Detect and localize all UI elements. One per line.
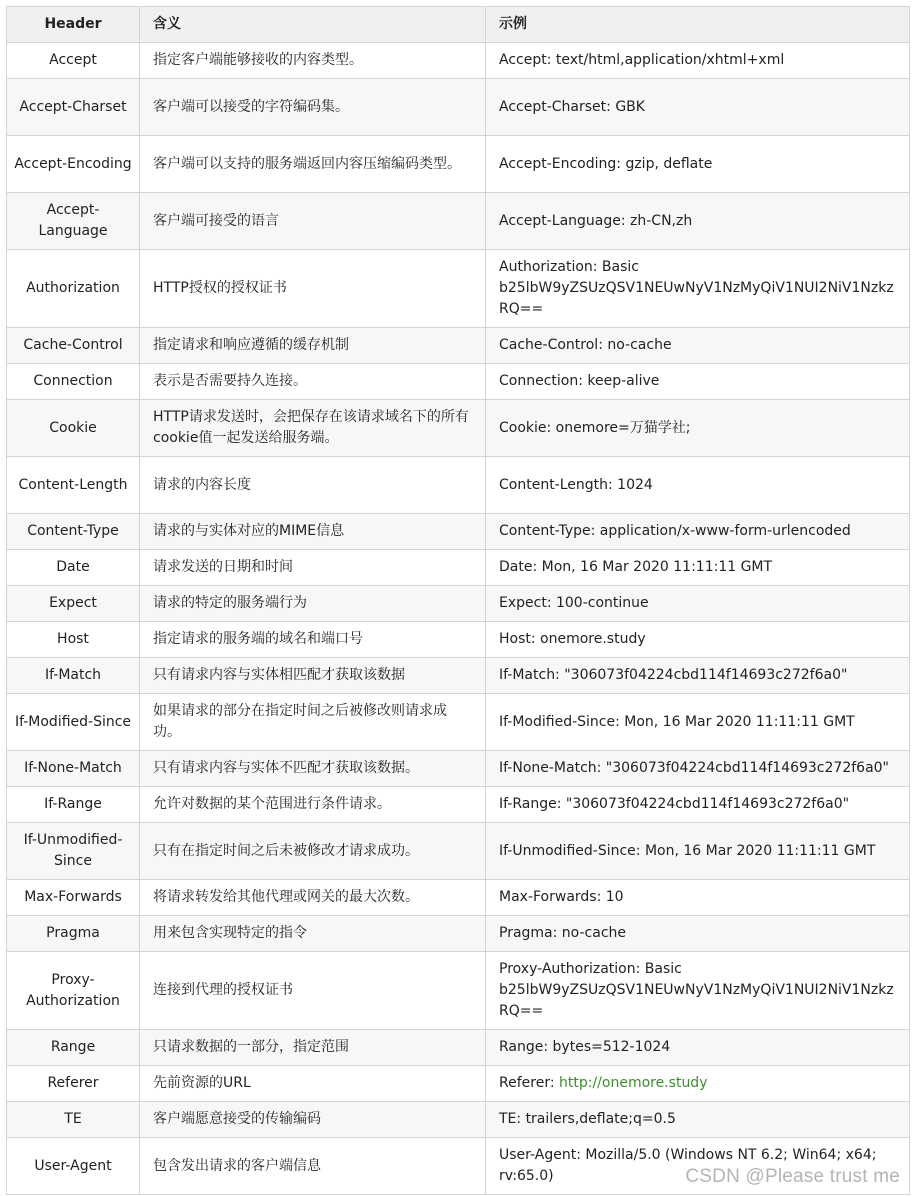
table-row	[7, 916, 910, 952]
table-row	[7, 79, 910, 136]
header-name-cell: Pragma	[7, 916, 140, 952]
header-name-cell: Accept	[7, 43, 140, 79]
header-meaning-cell: 如果请求的部分在指定时间之后被修改则请求成功。	[140, 694, 486, 751]
header-name-cell: If-Unmodified-Since	[7, 823, 140, 880]
header-meaning-cell: 只有在指定时间之后未被修改才请求成功。	[140, 823, 486, 880]
header-name-cell: User-Agent	[7, 1138, 140, 1195]
header-meaning-cell: 先前资源的URL	[140, 1066, 486, 1102]
table-row	[7, 586, 910, 622]
header-example-cell: Date: Mon, 16 Mar 2020 11:11:11 GMT	[486, 550, 910, 586]
header-name-cell: Content-Length	[7, 457, 140, 514]
header-meaning-cell: 只请求数据的一部分，指定范围	[140, 1030, 486, 1066]
header-example-cell: Proxy-Authorization: Basic b25lbW9yZSUzQSV1NEUwNyV1NzMyQiV1NUI2NiV1NzkzRQ==	[486, 952, 910, 1030]
table-row	[7, 1102, 910, 1138]
header-name-cell: Accept-Language	[7, 193, 140, 250]
header-example-cell: Authorization: Basic b25lbW9yZSUzQSV1NEUwNyV1NzMyQiV1NUI2NiV1NzkzRQ==	[486, 250, 910, 328]
header-example-cell: Cookie: onemore=万猫学社;	[486, 400, 910, 457]
header-meaning-cell: 用来包含实现特定的指令	[140, 916, 486, 952]
header-name-cell: Content-Type	[7, 514, 140, 550]
header-example-cell: Content-Type: application/x-www-form-urlencoded	[486, 514, 910, 550]
table-row	[7, 457, 910, 514]
table-row	[7, 400, 910, 457]
header-example-cell: If-Modified-Since: Mon, 16 Mar 2020 11:11:11 GMT	[486, 694, 910, 751]
column-header-meaning: 含义	[140, 7, 486, 43]
header-name-cell: Accept-Encoding	[7, 136, 140, 193]
table-row	[7, 364, 910, 400]
header-name-cell: If-None-Match	[7, 751, 140, 787]
header-example-cell: If-None-Match: "306073f04224cbd114f14693c272f6a0"	[486, 751, 910, 787]
header-meaning-cell: HTTP授权的授权证书	[140, 250, 486, 328]
header-meaning-cell: 连接到代理的授权证书	[140, 952, 486, 1030]
table-row	[7, 1066, 910, 1102]
http-request-headers-table	[6, 6, 910, 1195]
header-name-cell: Connection	[7, 364, 140, 400]
header-example-cell: Accept: text/html,application/xhtml+xml	[486, 43, 910, 79]
header-name-cell: Date	[7, 550, 140, 586]
header-example-cell: Accept-Language: zh-CN,zh	[486, 193, 910, 250]
table-row	[7, 787, 910, 823]
table-row	[7, 622, 910, 658]
table-row	[7, 751, 910, 787]
header-meaning-cell: 只有请求内容与实体不匹配才获取该数据。	[140, 751, 486, 787]
table-row	[7, 550, 910, 586]
header-example-cell: Expect: 100-continue	[486, 586, 910, 622]
header-meaning-cell: 将请求转发给其他代理或网关的最大次数。	[140, 880, 486, 916]
table-row	[7, 880, 910, 916]
header-example-cell: TE: trailers,deflate;q=0.5	[486, 1102, 910, 1138]
header-meaning-cell: 只有请求内容与实体相匹配才获取该数据	[140, 658, 486, 694]
header-example-cell: If-Match: "306073f04224cbd114f14693c272f6a0"	[486, 658, 910, 694]
header-example-cell: Pragma: no-cache	[486, 916, 910, 952]
header-example-cell: Max-Forwards: 10	[486, 880, 910, 916]
header-name-cell: Accept-Charset	[7, 79, 140, 136]
header-meaning-cell: 允许对数据的某个范围进行条件请求。	[140, 787, 486, 823]
header-example-cell: Cache-Control: no-cache	[486, 328, 910, 364]
referer-link[interactable]: http://onemore.study	[559, 1075, 708, 1091]
column-header-name: Header	[7, 7, 140, 43]
header-name-cell: Cookie	[7, 400, 140, 457]
table-row	[7, 328, 910, 364]
header-name-cell: Cache-Control	[7, 328, 140, 364]
header-name-cell: Authorization	[7, 250, 140, 328]
table-row	[7, 136, 910, 193]
table-row	[7, 514, 910, 550]
csdn-watermark: CSDN @Please trust me	[685, 1166, 900, 1187]
header-meaning-cell: 包含发出请求的客户端信息	[140, 1138, 486, 1195]
header-name-cell: Host	[7, 622, 140, 658]
header-meaning-cell: 指定客户端能够接收的内容类型。	[140, 43, 486, 79]
table-row	[7, 823, 910, 880]
header-example-cell: If-Range: "306073f04224cbd114f14693c272f6a0"	[486, 787, 910, 823]
example-prefix: Referer:	[499, 1075, 559, 1091]
header-meaning-cell: 指定请求和响应遵循的缓存机制	[140, 328, 486, 364]
header-example-cell: Content-Length: 1024	[486, 457, 910, 514]
header-name-cell: Range	[7, 1030, 140, 1066]
header-example-cell: Accept-Charset: GBK	[486, 79, 910, 136]
header-meaning-cell: 请求发送的日期和时间	[140, 550, 486, 586]
table-body	[7, 43, 910, 1195]
table-row	[7, 250, 910, 328]
table-row	[7, 658, 910, 694]
header-meaning-cell: 客户端可接受的语言	[140, 193, 486, 250]
table-row	[7, 952, 910, 1030]
header-meaning-cell: 表示是否需要持久连接。	[140, 364, 486, 400]
header-meaning-cell: 请求的特定的服务端行为	[140, 586, 486, 622]
header-meaning-cell: 客户端可以接受的字符编码集。	[140, 79, 486, 136]
table-row	[7, 694, 910, 751]
table-row	[7, 193, 910, 250]
header-meaning-cell: 客户端愿意接受的传输编码	[140, 1102, 486, 1138]
header-example-cell: Connection: keep-alive	[486, 364, 910, 400]
header-example-cell: Range: bytes=512-1024	[486, 1030, 910, 1066]
header-name-cell: Max-Forwards	[7, 880, 140, 916]
table-row	[7, 43, 910, 79]
header-name-cell: Proxy-Authorization	[7, 952, 140, 1030]
column-header-example: 示例	[486, 7, 910, 43]
header-example-cell: User-Agent: Mozilla/5.0 (Windows NT 6.2; Win64; x64; rv:65.0)	[486, 1138, 910, 1195]
header-meaning-cell: HTTP请求发送时，会把保存在该请求域名下的所有cookie值一起发送给服务端。	[140, 400, 486, 457]
header-name-cell: If-Match	[7, 658, 140, 694]
header-meaning-cell: 指定请求的服务端的域名和端口号	[140, 622, 486, 658]
header-name-cell: Expect	[7, 586, 140, 622]
header-example-cell: Host: onemore.study	[486, 622, 910, 658]
header-meaning-cell: 请求的与实体对应的MIME信息	[140, 514, 486, 550]
header-name-cell: Referer	[7, 1066, 140, 1102]
header-meaning-cell: 客户端可以支持的服务端返回内容压缩编码类型。	[140, 136, 486, 193]
header-example-cell: If-Unmodified-Since: Mon, 16 Mar 2020 11:11:11 GMT	[486, 823, 910, 880]
table-header-row	[7, 7, 910, 43]
header-name-cell: If-Range	[7, 787, 140, 823]
header-meaning-cell: 请求的内容长度	[140, 457, 486, 514]
header-name-cell: TE	[7, 1102, 140, 1138]
header-example-cell: Accept-Encoding: gzip, deflate	[486, 136, 910, 193]
header-example-cell	[486, 1066, 910, 1102]
table-row	[7, 1030, 910, 1066]
header-name-cell: If-Modified-Since	[7, 694, 140, 751]
